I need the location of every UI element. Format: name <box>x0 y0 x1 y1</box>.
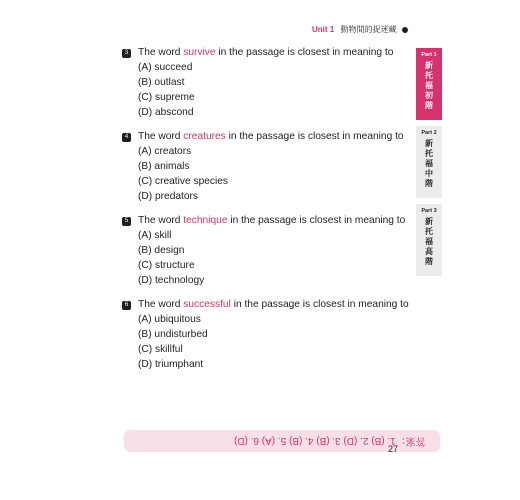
tab-part-label: Part 2 <box>421 130 437 136</box>
tab-part-name: 新托福中階 <box>425 139 433 188</box>
question-suffix: in the passage is closest in meaning to <box>225 131 404 142</box>
question-prefix: The word <box>138 215 184 226</box>
option-d: (D) triumphant <box>138 359 204 370</box>
option-d: (D) predators <box>138 191 199 202</box>
question-keyword: creatures <box>183 131 226 142</box>
question-3 <box>122 46 393 120</box>
question-5 <box>122 214 405 288</box>
option-a: (A) succeed <box>138 62 193 73</box>
question-suffix: in the passage is closest in meaning to <box>215 47 394 58</box>
question-keyword: successful <box>183 299 231 310</box>
question-number: 4 <box>122 133 131 142</box>
question-number: 3 <box>122 49 131 58</box>
bullet-dot-icon <box>402 27 408 33</box>
option-d: (D) abscond <box>138 107 194 118</box>
option-d: (D) technology <box>138 275 205 286</box>
question-keyword: survive <box>183 47 216 58</box>
tab-part-3[interactable] <box>416 204 442 276</box>
option-a: (A) ubiquitous <box>138 314 201 325</box>
option-b: (B) animals <box>138 161 190 172</box>
page-number: 27 <box>388 444 399 454</box>
question-prefix: The word <box>138 131 184 142</box>
question-prefix: The word <box>138 299 184 310</box>
option-c: (C) supreme <box>138 92 195 103</box>
tab-part-1[interactable] <box>416 48 442 120</box>
question-suffix: in the passage is closest in meaning to <box>227 215 406 226</box>
question-4 <box>122 130 404 204</box>
unit-title: 動物間的捉迷藏 <box>340 25 397 34</box>
answer-key-text: 答案：1. (B) 2. (D) 3. (B) 4. (B) 5. (A) 6. (D) <box>234 435 426 446</box>
question-keyword: technique <box>183 215 228 226</box>
question-suffix: in the passage is closest in meaning to <box>230 299 409 310</box>
unit-label: Unit 1 <box>312 25 335 34</box>
option-b: (B) outlast <box>138 77 185 88</box>
tab-part-name: 新托福初階 <box>425 61 433 110</box>
option-b: (B) undisturbed <box>138 329 208 340</box>
option-c: (C) creative species <box>138 176 229 187</box>
option-a: (A) creators <box>138 146 192 157</box>
question-prefix: The word <box>138 47 184 58</box>
tab-part-label: Part 1 <box>421 52 437 58</box>
tab-part-name: 新托福高階 <box>425 217 433 266</box>
tab-part-label: Part 3 <box>421 208 437 214</box>
option-b: (B) design <box>138 245 185 256</box>
tab-part-2[interactable] <box>416 126 442 198</box>
option-c: (C) structure <box>138 260 195 271</box>
question-number: 6 <box>122 301 131 310</box>
question-6 <box>122 298 409 372</box>
unit-header <box>312 24 408 35</box>
question-number: 5 <box>122 217 131 226</box>
option-a: (A) skill <box>138 230 172 241</box>
option-c: (C) skillful <box>138 344 183 355</box>
